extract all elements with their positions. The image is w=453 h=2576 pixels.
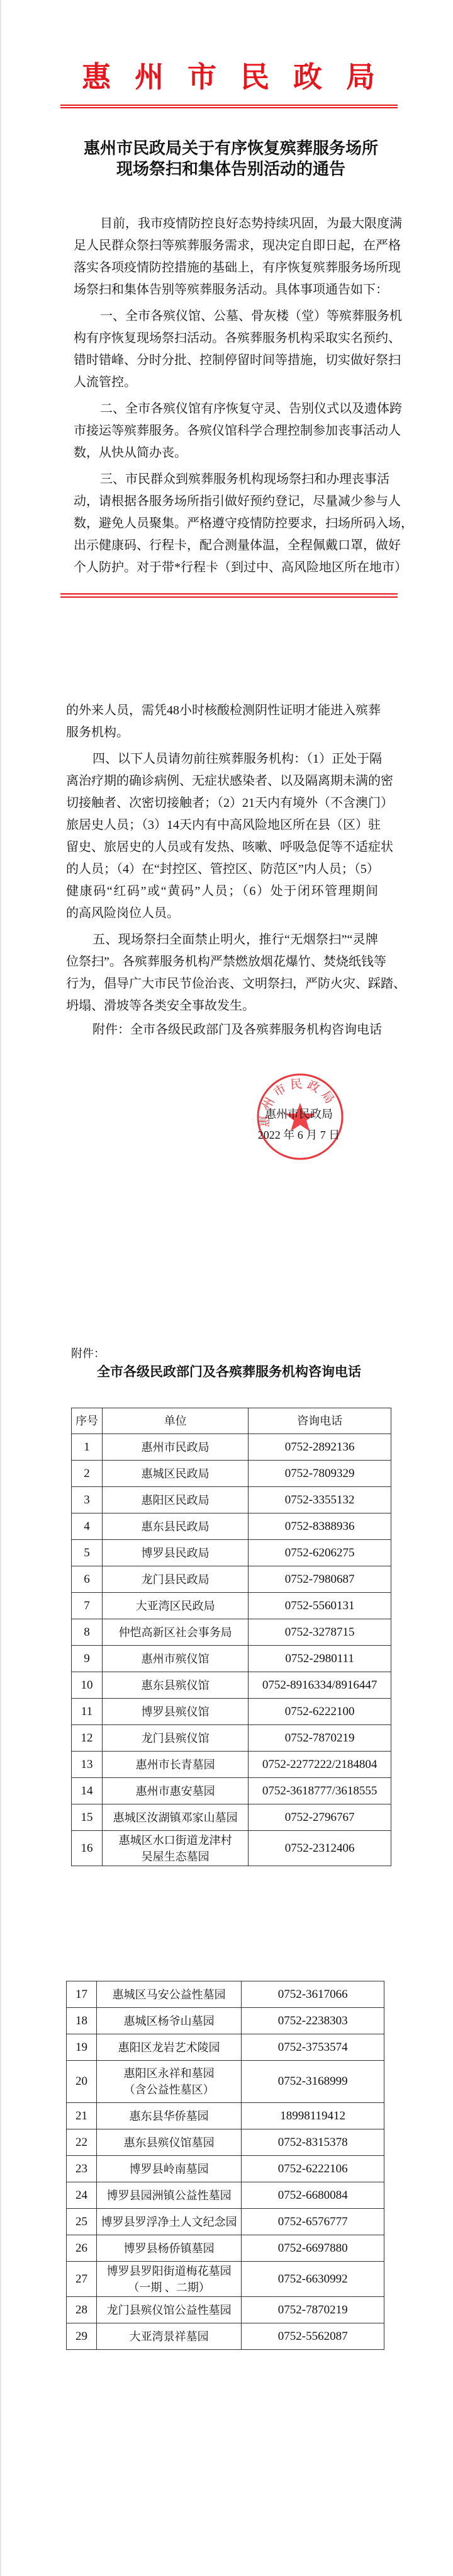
row-number: 15	[72, 1804, 103, 1831]
phone-number: 0752-3355132	[249, 1487, 391, 1513]
row-number: 13	[72, 1752, 103, 1778]
table-row	[72, 1725, 391, 1752]
letterhead-char: 市	[187, 60, 216, 94]
table-row	[72, 1699, 391, 1725]
paragraph	[66, 748, 393, 925]
table-row	[72, 1831, 391, 1866]
table-row	[67, 2156, 384, 2182]
phone-number: 0752-2980111	[249, 1646, 391, 1672]
letterhead-char: 州	[135, 60, 164, 94]
table-row	[67, 1981, 384, 2008]
text-line: 切接触者、次密切接触者；（2）21天内有境外（不含澳门）	[66, 796, 393, 810]
table-row	[67, 2262, 384, 2297]
unit-name: 博罗县园洲镇公益性墓园	[96, 2182, 241, 2209]
phone-number: 0752-2238303	[242, 2008, 384, 2034]
table-row	[67, 2008, 384, 2034]
unit-name: 博罗县民政局	[102, 1540, 248, 1566]
row-number: 18	[67, 2008, 97, 2034]
unit-name: 惠东县殡仪馆墓园	[96, 2129, 241, 2156]
row-number: 27	[67, 2262, 97, 2297]
text-line: 五、现场祭扫全面禁止明火，推行“无烟祭扫”“灵牌	[92, 933, 378, 947]
org-letterhead	[82, 60, 375, 93]
phone-number: 0752-8916334/8916447	[249, 1672, 391, 1699]
notice-body-page2	[66, 700, 406, 1022]
paragraph	[74, 213, 402, 301]
phone-number: 0752-3168999	[242, 2061, 384, 2103]
phone-number: 0752-6222106	[242, 2156, 384, 2182]
text-line: 个人防护。对于带*行程卡（到过中、高风险地区所在地市）	[74, 561, 407, 574]
paragraph	[66, 700, 381, 744]
row-number: 14	[72, 1778, 103, 1804]
text-line: 出示健康码、行程卡，配合测量体温，全程佩戴口罩，做好	[74, 539, 401, 552]
unit-name: 大亚湾景祥墓园	[96, 2323, 241, 2350]
text-line: 的人员；（4）在“封控区、管控区、防范区”内人员；（5）	[66, 862, 379, 876]
table-row	[72, 1593, 391, 1619]
row-number: 9	[72, 1646, 103, 1672]
signature-date: 2022 年 6 月 7 日	[257, 1129, 340, 1141]
text-line: 健康码“红码”或“黄码”人员；（6）处于闭环管理期间	[66, 884, 378, 898]
unit-name: 惠州市长青墓园	[102, 1752, 248, 1778]
text-line: 错时错峰、分时分批、控制停留时间等措施，切实做好祭扫	[74, 353, 401, 367]
unit-name: 仲恺高新区社会事务局	[102, 1619, 248, 1646]
text-line: 四、以下人员请勿前往殡葬服务机构：（1）正处于隔	[92, 752, 382, 766]
text-line: 旅居史人员；（3）14天内有中高风险地区所在县（区）驻	[66, 818, 381, 832]
phone-number: 0752-2312406	[249, 1831, 391, 1866]
unit-name: 惠阳区永祥和墓园 （含公益性墓区）	[96, 2061, 241, 2103]
phone-number: 0752-7870219	[249, 1725, 391, 1752]
table-row	[72, 1804, 391, 1831]
text-line: 市接运等殡葬服务。各殡仪馆科学合理控制参加丧事活动人	[74, 424, 401, 438]
row-number: 4	[72, 1513, 103, 1540]
notice-title	[64, 139, 398, 180]
red-divider	[60, 105, 398, 106]
unit-name: 惠州市惠安墓园	[102, 1778, 248, 1804]
phone-number: 0752-3617066	[242, 1981, 384, 2008]
phone-number: 0752-2277222/2184804	[249, 1752, 391, 1778]
table-row	[67, 2129, 384, 2156]
row-number: 25	[67, 2209, 97, 2235]
header-phone: 咨询电话	[249, 1408, 391, 1434]
unit-name: 博罗县殡仪馆	[102, 1699, 248, 1725]
row-number: 16	[72, 1831, 103, 1866]
table-row	[67, 2034, 384, 2061]
table-row	[67, 2103, 384, 2129]
row-number: 6	[72, 1566, 103, 1593]
phone-number: 0752-3618777/3618555	[249, 1778, 391, 1804]
text-line: 位祭扫”。各殡葬服务机构严禁燃放烟花爆竹、焚烧纸钱等	[66, 955, 386, 969]
phone-number: 0752-7870219	[242, 2297, 384, 2323]
text-line: 服务机构。	[66, 726, 129, 739]
letterhead-char: 民	[240, 60, 269, 94]
table-row	[72, 1540, 391, 1566]
unit-name: 博罗县岭南墓园	[96, 2156, 241, 2182]
row-number: 23	[67, 2156, 97, 2182]
phone-number: 0752-3278715	[249, 1619, 391, 1646]
text-line: 坍塌、滑坡等各类安全事故发生。	[66, 999, 255, 1013]
unit-name: 惠城区汝湖镇邓家山墓园	[102, 1804, 248, 1831]
unit-name: 惠州市殡仪馆	[102, 1646, 248, 1672]
paragraph	[66, 929, 406, 1017]
unit-name: 博罗县罗阳街道梅花墓园 （一期 、二期）	[96, 2262, 241, 2297]
phone-number: 0752-5560131	[249, 1593, 391, 1619]
row-number: 3	[72, 1487, 103, 1513]
notice-body-page1	[74, 213, 413, 583]
table-row	[72, 1487, 391, 1513]
phone-number: 0752-2892136	[249, 1434, 391, 1461]
row-number: 17	[67, 1981, 97, 2008]
unit-name: 龙门县民政局	[102, 1566, 248, 1593]
phone-number: 0752-3753574	[242, 2034, 384, 2061]
table-row	[67, 2235, 384, 2262]
paragraph	[74, 469, 413, 579]
table-row	[67, 2297, 384, 2323]
row-number: 11	[72, 1699, 103, 1725]
table-row	[72, 1778, 391, 1804]
text-line: 数，从快从简办丧。	[74, 446, 187, 460]
unit-name: 惠阳区民政局	[102, 1487, 248, 1513]
phone-number: 0752-6680084	[242, 2182, 384, 2209]
contact-table-part1	[71, 1408, 391, 1866]
text-line: 三、市民群众到殡葬服务机构现场祭扫和办理丧事活	[100, 472, 389, 486]
table-row	[72, 1672, 391, 1699]
table-row	[67, 2182, 384, 2209]
letterhead-char: 局	[346, 60, 375, 94]
unit-name: 博罗县罗浮净土人文纪念园	[96, 2209, 241, 2235]
row-number: 24	[67, 2182, 97, 2209]
unit-name: 大亚湾区民政局	[102, 1593, 248, 1619]
annex-label: 附件：	[71, 1347, 105, 1360]
table-row	[67, 2061, 384, 2103]
unit-name: 博罗县杨侨镇墓园	[96, 2235, 241, 2262]
phone-number: 0752-6222100	[249, 1699, 391, 1725]
phone-number: 0752-2796767	[249, 1804, 391, 1831]
red-footer-divider	[60, 593, 398, 595]
unit-name: 龙门县殡仪馆公益性墓园	[96, 2297, 241, 2323]
text-line: 行为，倡导广大市民节俭治丧、文明祭扫，严防火灾、踩踏、	[66, 977, 406, 991]
text-line: 二、全市各殡仪馆有序恢复守灵、告别仪式以及遗体跨	[100, 402, 402, 416]
red-divider	[60, 107, 398, 108]
table-header-row	[72, 1408, 391, 1434]
text-line: 落实各项疫情防控措施的基础上，有序恢复殡葬服务场所现	[74, 261, 401, 275]
row-number: 28	[67, 2297, 97, 2323]
text-line: 留史、旅居史的人员或有发热、咳嗽、呼吸急促等不适症状	[66, 840, 393, 854]
text-line: 的外来人员，需凭48小时核酸检测阴性证明才能进入殡葬	[66, 704, 381, 717]
phone-number: 0752-7980687	[249, 1566, 391, 1593]
text-line: 动，请根据各服务场所指引做好预约登记，尽量减少参与人	[74, 494, 401, 508]
phone-number: 0752-8315378	[242, 2129, 384, 2156]
row-number: 2	[72, 1461, 103, 1487]
table-row	[72, 1461, 391, 1487]
letterhead-char: 政	[293, 60, 322, 94]
seal-text: 惠州市民政局	[258, 1077, 338, 1127]
text-line: 场祭扫和集体告别等殡葬服务活动。具体事项通告如下：	[74, 283, 388, 297]
header-no: 序号	[72, 1408, 103, 1434]
table-row	[72, 1434, 391, 1461]
unit-name: 惠城区马安公益性墓园	[96, 1981, 241, 2008]
phone-number: 0752-6630992	[242, 2262, 384, 2297]
text-line: 离治疗期的确诊病例、无症状感染者、以及隔离期未满的密	[66, 774, 393, 788]
phone-number: 0752-6697880	[242, 2235, 384, 2262]
unit-name: 惠城区水口街道龙津村 吴屋生态墓园	[102, 1831, 248, 1866]
row-number: 8	[72, 1619, 103, 1646]
unit-name: 惠东县华侨墓园	[96, 2103, 241, 2129]
phone-number: 0752-7809329	[249, 1461, 391, 1487]
row-number: 19	[67, 2034, 97, 2061]
red-footer-divider	[60, 596, 398, 598]
row-number: 5	[72, 1540, 103, 1566]
phone-number: 0752-6206275	[249, 1540, 391, 1566]
row-number: 10	[72, 1672, 103, 1699]
unit-name: 龙门县殡仪馆	[102, 1725, 248, 1752]
text-line: 一、全市各殡仪馆、公墓、骨灰楼（堂）等殡葬服务机	[100, 309, 402, 323]
text-line: 目前，我市疫情防控良好态势持续巩固，为最大限度满	[100, 217, 402, 231]
text-line: 足人民群众祭扫等殡葬服务需求，现决定自即日起，在严格	[74, 239, 401, 253]
contact-table-part2	[66, 1981, 384, 2350]
unit-name: 惠州市民政局	[102, 1434, 248, 1461]
header-unit: 单位	[102, 1408, 248, 1434]
row-number: 22	[67, 2129, 97, 2156]
unit-name: 惠阳区龙岩艺术陵园	[96, 2034, 241, 2061]
unit-name: 惠东县民政局	[102, 1513, 248, 1540]
unit-name: 惠东县殡仪馆	[102, 1672, 248, 1699]
text-line: 的高风险岗位人员。	[66, 906, 179, 920]
row-number: 26	[67, 2235, 97, 2262]
letterhead-char: 惠	[82, 60, 111, 94]
table-row	[72, 1513, 391, 1540]
phone-number: 18998119412	[242, 2103, 384, 2129]
text-line: 数，避免人员聚集。严格遵守疫情防控要求，扫场所码入场，	[74, 516, 413, 530]
table-row	[67, 2209, 384, 2235]
row-number: 7	[72, 1593, 103, 1619]
row-number: 21	[67, 2103, 97, 2129]
paragraph	[74, 398, 402, 464]
notice-title-line: 现场祭扫和集体告别活动的通告	[116, 160, 345, 179]
phone-number: 0752-5562087	[242, 2323, 384, 2350]
row-number: 1	[72, 1434, 103, 1461]
signature-org: 惠州市民政局	[265, 1108, 333, 1120]
table-row	[72, 1566, 391, 1593]
notice-title-line: 惠州市民政局关于有序恢复殡葬服务场所	[83, 139, 378, 158]
text-line: 人流管控。	[74, 375, 137, 389]
table-row	[67, 2323, 384, 2350]
text-line: 构有序恢复现场祭扫活动。各殡葬服务机构采取实名预约、	[74, 331, 401, 345]
page-1	[0, 0, 453, 644]
row-number: 29	[67, 2323, 97, 2350]
paragraph	[74, 305, 402, 394]
table-row	[72, 1752, 391, 1778]
annex-title: 全市各级民政部门及各殡葬服务机构咨询电话	[97, 1364, 361, 1379]
unit-name: 惠城区民政局	[102, 1461, 248, 1487]
row-number: 12	[72, 1725, 103, 1752]
phone-number: 0752-8388936	[249, 1513, 391, 1540]
unit-name: 惠城区杨爷山墓园	[96, 2008, 241, 2034]
row-number: 20	[67, 2061, 97, 2103]
attachment-note: 附件：全市各级民政部门及各殡葬服务机构咨询电话	[92, 1023, 382, 1037]
table-row	[72, 1646, 391, 1672]
phone-number: 0752-6576777	[242, 2209, 384, 2235]
table-row	[72, 1619, 391, 1646]
